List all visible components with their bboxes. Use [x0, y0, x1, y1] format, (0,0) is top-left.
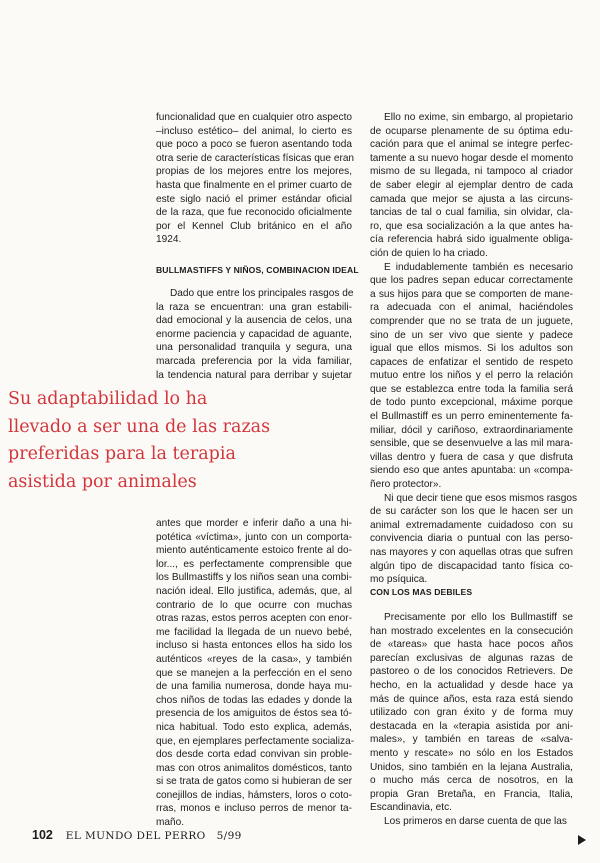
- text-line: ñero protector».: [370, 479, 442, 491]
- text-line: ción de quien lo ha criado.: [370, 247, 488, 259]
- text-line: villas dentro y fuera de casa y que disfruta: [370, 451, 573, 463]
- section-heading-bullmastiffs-ninos: BULLMASTIFFS Y NIÑOS, COMBINACION IDEAL: [156, 265, 359, 275]
- text-line: nas mayores y con aquellas otras que sufren: [370, 547, 573, 558]
- text-line: a sus hijos para que se comporten de mane-: [370, 288, 573, 300]
- text-line: mutuo entre los niños y el perro la relación: [370, 370, 573, 382]
- text-line: hasta que finalmente en el primer cuarto de: [156, 179, 352, 191]
- text-line: que se manejen a la perfección en el seno: [156, 667, 352, 679]
- page-footer: [32, 828, 242, 842]
- text-line: mo psíquica.: [370, 574, 428, 586]
- text-line: por el Kennel Club británico en el año: [156, 220, 352, 232]
- text-line: igual que ellos mismos. Si los adultos son: [370, 343, 573, 355]
- text-line: algún tipo de discapacidad tanto física co-: [370, 560, 573, 572]
- text-line: Ni que decir tiene que esos mismos rasgos: [384, 492, 577, 504]
- text-line: dos desde corta edad convivan sin proble-: [156, 749, 352, 761]
- column-1-bottom: [156, 517, 355, 830]
- pull-quote-line: asistida por animales: [8, 471, 197, 492]
- text-line: animal extremadamente cuidadoso con su: [370, 519, 573, 531]
- text-line: funcionalidad que en cualquier otro aspecto: [156, 112, 352, 123]
- text-line: el Bullmastiff es un perro eminentemente fa-: [370, 411, 573, 423]
- pull-quote-line: llevado a ser una de las razas: [8, 416, 271, 437]
- text-line: nación ideal. Ello justifica, además, que, al: [156, 585, 352, 597]
- pull-quote-line: Su adaptabilidad lo ha: [8, 389, 208, 409]
- text-line: que poco a poco se fueron asentando toda: [156, 139, 352, 151]
- text-line: sino de un ser vivo que siente y padece: [370, 329, 573, 341]
- text-line: destacada en la «terapia asistida por ani-: [370, 720, 573, 732]
- text-line: o mucho más cerca de nosotros, en la: [370, 775, 573, 787]
- text-line: de una familia numerosa, donde haya mu-: [156, 681, 352, 693]
- text-line: conejillos de indias, hámsters, loros o coto-: [156, 789, 352, 801]
- text-line: males», y también en tareas de «salva-: [370, 734, 573, 746]
- text-line: tamente a su nuevo hogar desde el momento: [370, 152, 574, 164]
- text-line: nica habitual. Todo esto explica, además,: [156, 721, 352, 733]
- text-line: Ello no exime, sin embargo, al propietario: [384, 112, 573, 123]
- text-line: potética «víctima», junto con un comporta-: [156, 531, 352, 543]
- text-line: chos niños de todas las edades y donde la: [156, 694, 352, 706]
- text-line: cación para que el animal se integre perfec-: [370, 139, 573, 151]
- text-line: mas con otros animalitos domésticos, tanto: [156, 762, 352, 774]
- column-1-top: [156, 111, 355, 247]
- text-line: los Bullmastiffs y los niños sean una combi-: [156, 572, 352, 584]
- pull-quote-line: preferidas para la terapia: [8, 444, 236, 465]
- pull-quote: [8, 386, 270, 496]
- text-line: 1924.: [156, 234, 182, 246]
- text-line: convivencia diaria o puntual con las perso-: [370, 533, 573, 545]
- text-line: parecían exclusivas de algunas razas de: [370, 652, 573, 664]
- text-line: contrario de lo que ocurre con muchas: [156, 599, 352, 611]
- magazine-name: EL MUNDO DEL PERRO: [65, 830, 206, 842]
- column-2-top: [370, 111, 577, 587]
- text-line: propia Gran Bretaña, en Francia, Italia,: [370, 788, 573, 800]
- text-line: que, en ejemplares perfectamente socializa-: [156, 735, 355, 747]
- section-heading-mas-debiles: CON LOS MAS DEBILES: [370, 587, 473, 597]
- text-line: rras, monos e incluso perros de menor ta-: [156, 803, 352, 815]
- text-line: la tendencia natural para derribar y sujetar: [156, 369, 352, 381]
- text-line: me facilidad la llegada de un nuevo bebé,: [156, 626, 352, 638]
- text-line: de todo punto excepcional, máxime porque: [370, 397, 573, 409]
- text-line: E indudablemente también es necesario: [384, 261, 573, 273]
- text-line: miento auténticamente estoico frente al do-: [156, 545, 352, 557]
- text-line: lor..., es perfectamente comprensible que: [156, 558, 352, 570]
- text-line: de la raza, que fue reconocido oficialmente: [156, 207, 352, 219]
- text-line: presencia de los amiguitos de éstos sea tó-: [156, 708, 352, 720]
- text-line: –incluso estético– del animal, lo cierto es: [156, 125, 352, 137]
- text-line: ro, que esa socialización a la que antes ha-: [370, 220, 573, 232]
- text-line: de saber elegir al ejemplar dentro de cada: [370, 179, 573, 191]
- text-line: de «tareas» que hasta hace pocos años: [370, 639, 573, 651]
- text-line: marcada preferencia por la vida familiar,: [156, 355, 352, 367]
- text-line: Escandinavia, etc.: [370, 802, 452, 814]
- page-number: 102: [32, 828, 53, 842]
- text-line: Los primeros en darse cuenta de que las: [384, 815, 567, 827]
- column-1-middle: [156, 287, 352, 382]
- text-line: una personalidad tranquila y segura, una: [156, 342, 352, 354]
- text-line: siendo eso que antes apuntaba: un «compa-: [370, 465, 573, 477]
- text-line: más de quince años, esta raza está siendo: [370, 693, 573, 705]
- text-line: comprender que no se trata de un juguete,: [370, 315, 573, 327]
- text-line: tancias de tal o cual familia, sin olvidar, cla-: [370, 207, 573, 219]
- text-line: sensible, que se desenvuelve a las mil mara-: [370, 438, 573, 450]
- text-line: que los padres sepan educar correctamente: [370, 275, 573, 287]
- text-line: miliar, dócil y cariñoso, extraordinariamente: [370, 424, 573, 436]
- text-line: cía referencia habrá sido igualmente obliga-: [370, 234, 573, 246]
- text-line: hecho, en la actualidad y desde hace ya: [370, 679, 573, 691]
- text-line: mento y rescate» no sólo en los Estados: [370, 747, 573, 759]
- column-2-bottom: [370, 611, 573, 829]
- text-line: Dado que entre los principales rasgos de: [170, 288, 354, 299]
- text-line: propias de los mejores entre los mejores,: [156, 166, 352, 178]
- text-line: enorme paciencia y capacidad de aguante,: [156, 328, 352, 340]
- text-line: mismo de su llegada, ni tampoco al criador: [370, 166, 573, 178]
- text-line: maño.: [156, 817, 185, 829]
- text-line: han mostrado excelentes en la consecución: [370, 625, 573, 637]
- text-line: este siglo nació el primer estándar oficial: [156, 193, 352, 205]
- text-line: auténticos «reyes de la casa», y también: [156, 653, 352, 665]
- text-line: dad emocional y la ausencia de celos, una: [156, 315, 352, 327]
- text-line: la raza se encuentran: una gran estabili-: [156, 301, 352, 313]
- text-line: Precisamente por ello los Bullmastiff se: [384, 612, 573, 623]
- text-line: incluso si hasta entonces ellos ha sido los: [156, 640, 352, 652]
- text-line: si se trata de gatos como si hubieran de ser: [156, 776, 352, 788]
- continue-arrow-icon: [578, 835, 586, 845]
- text-line: otra serie de características físicas que eran: [156, 152, 355, 164]
- text-line: utilizado con gran éxito y de forma muy: [370, 707, 573, 719]
- text-line: de ocuparse plenamente de su óptima edu-: [370, 125, 573, 137]
- text-line: camada que mejor se ajusta a las circuns-: [370, 193, 573, 205]
- text-line: capaces de enfatizar el sentido de respeto: [370, 356, 573, 368]
- issue-number: 5/99: [216, 830, 242, 842]
- text-line: que se establezca entre toda la familia será: [370, 383, 573, 395]
- text-line: otras razas, estos perros acepten con enor-: [156, 613, 352, 625]
- text-line: de su carácter son los que le hacen ser un: [370, 506, 573, 518]
- text-line: pastoreo o de los conocidos Retrievers. De: [370, 666, 573, 678]
- text-line: antes que morder e inferir daño a una hi-: [156, 518, 352, 529]
- text-line: Unidos, sino también en la lejana Australia,: [370, 761, 573, 773]
- text-line: ra adecuada con el animal, haciéndoles: [370, 302, 573, 314]
